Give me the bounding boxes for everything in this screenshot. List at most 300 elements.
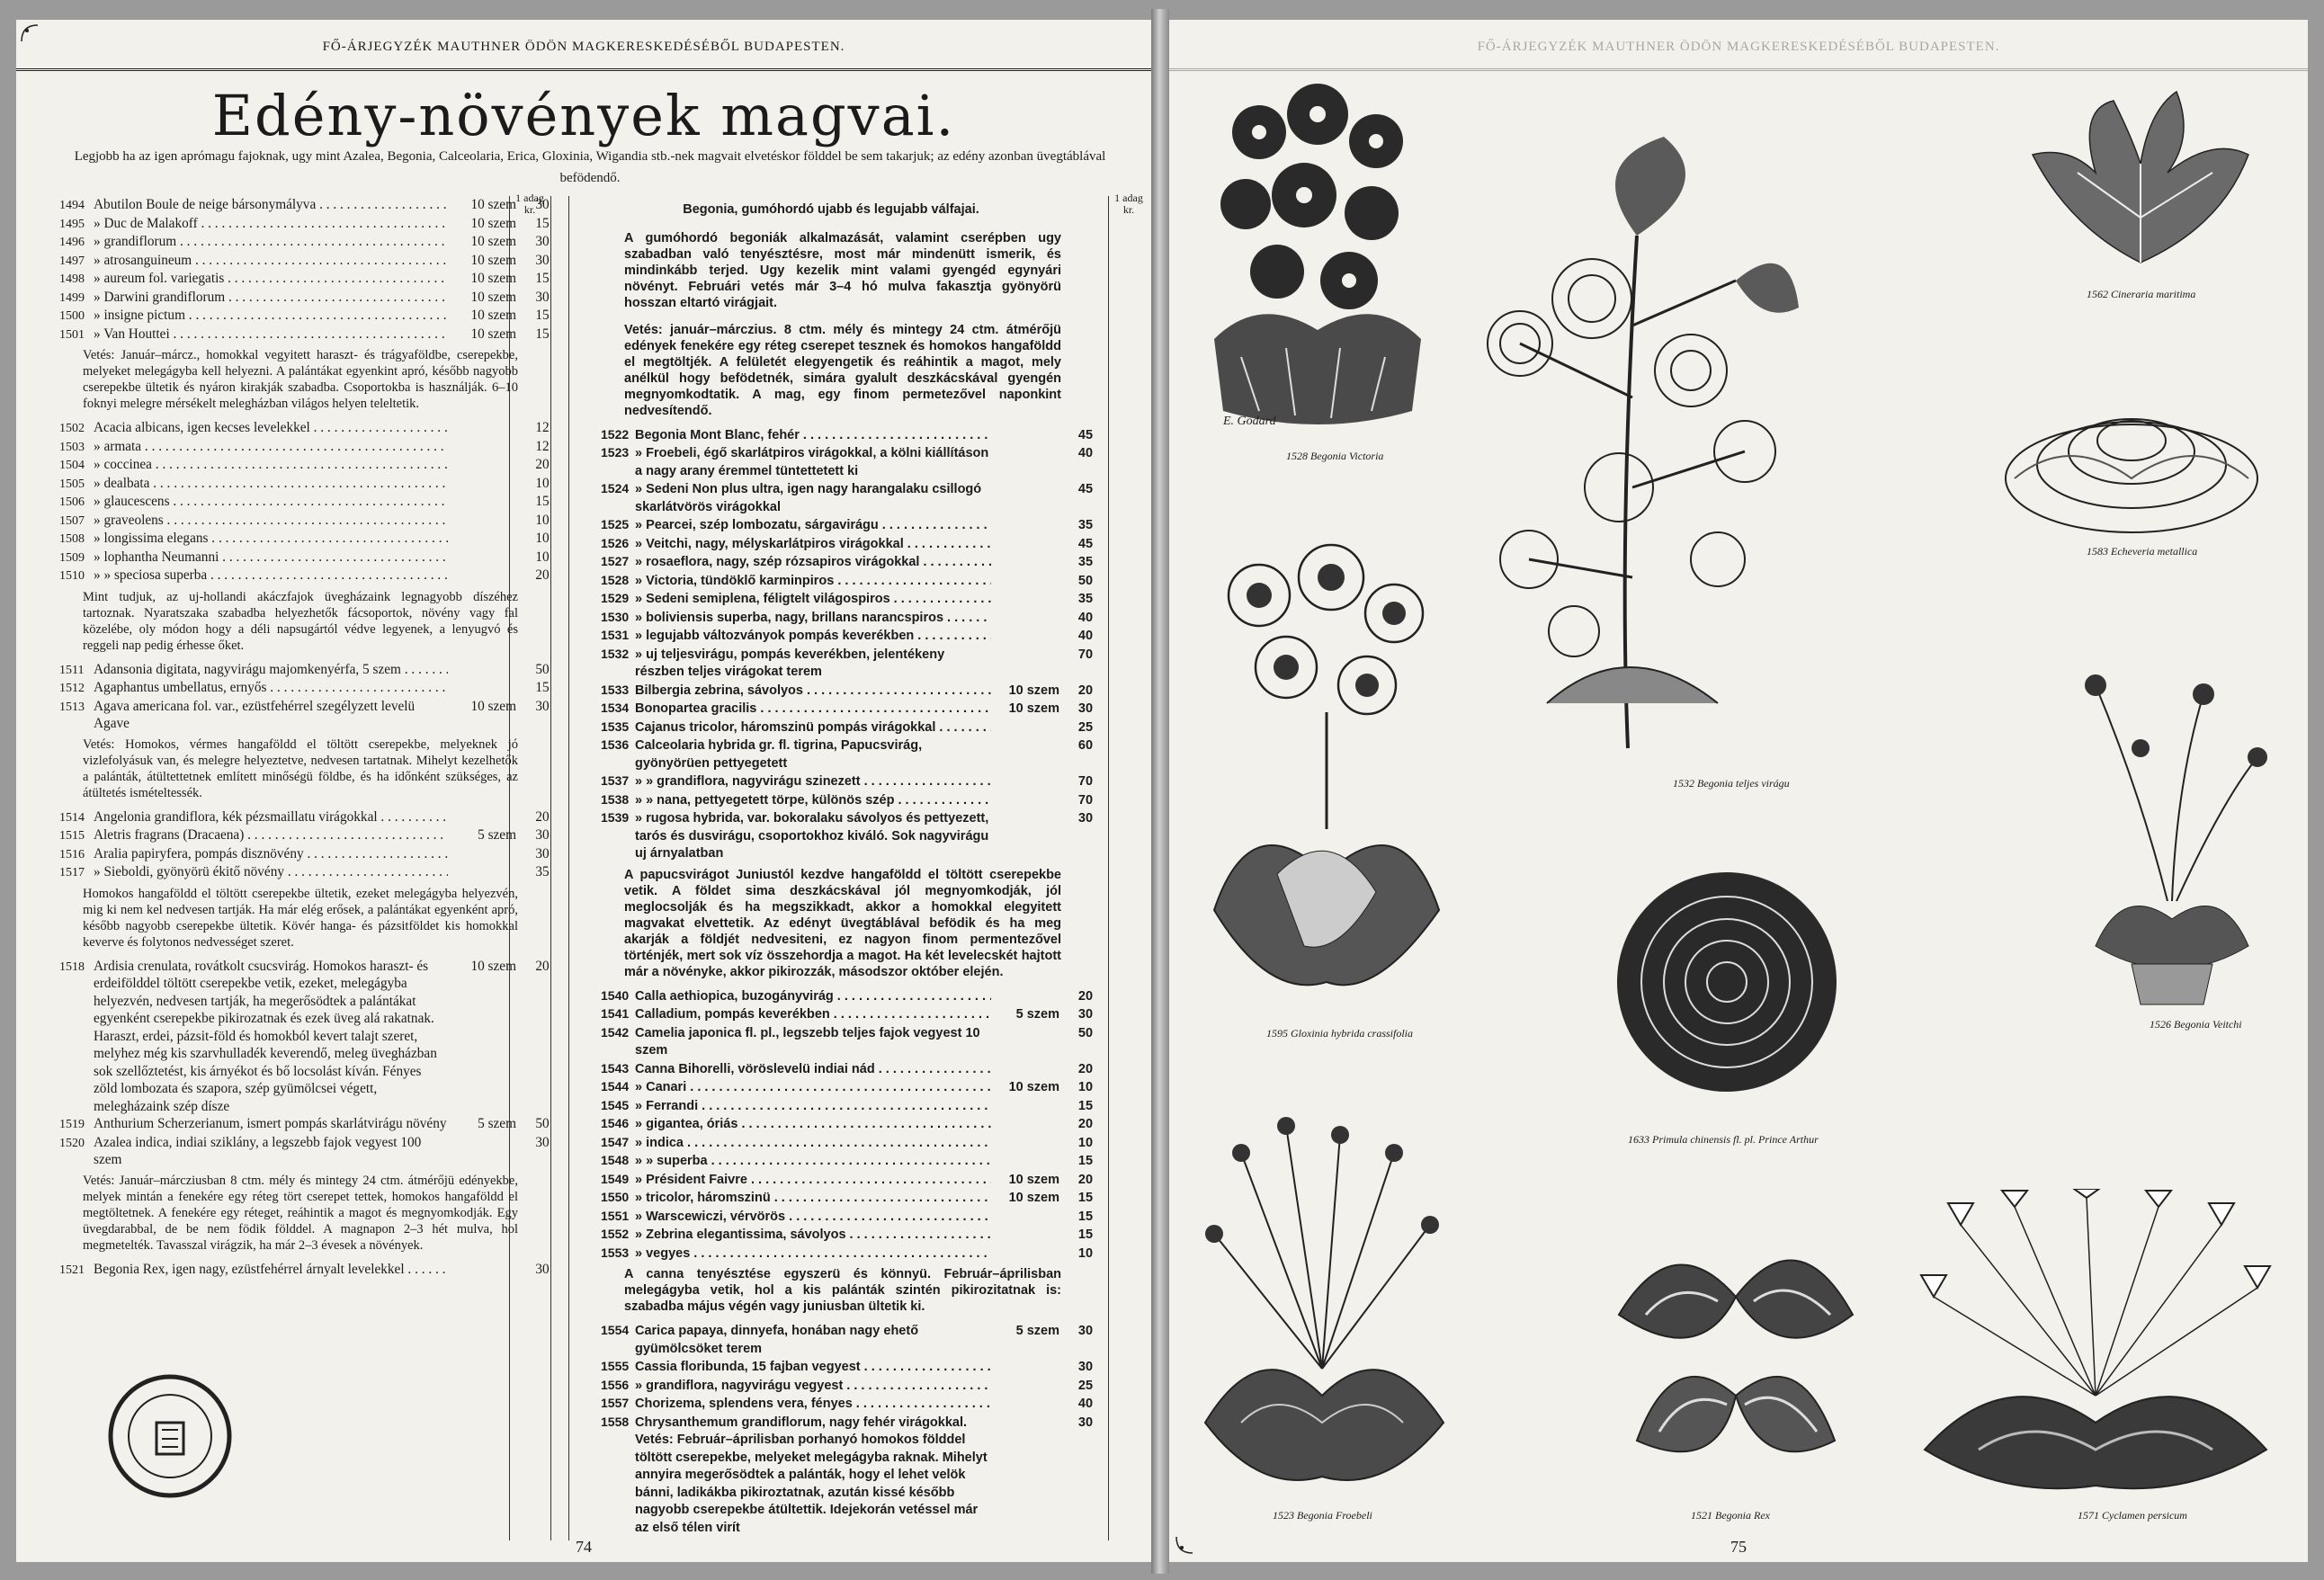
item-number: 1529 [601,591,630,605]
item-name: Calladium, pompás keverékben . . . [635,1006,991,1024]
item-quantity: 10 szem [470,958,516,974]
item-name: » » nana, pettyegetett törpe, különös szép . . . [635,792,991,810]
caption-primula: 1633 Primula chinensis fl. pl. Prince Arthur [1628,1133,1819,1146]
item-number: 1513 [59,700,85,714]
item-price: 15 [1077,1154,1094,1168]
item-number: 1554 [601,1323,630,1337]
price-list-item [601,772,1106,791]
price-list-item [601,1208,1106,1227]
item-number: 1557 [601,1396,630,1410]
item-number: 1522 [601,426,630,442]
price-list-item [59,270,563,289]
price-list-item [601,535,1106,554]
price-list-item [59,196,563,215]
item-name: » Van Houttei . . . [94,326,448,344]
caption-echeveria: 1583 Echeveria metallica [2087,545,2198,558]
item-name: » Zebrina elegantissima, sávolyos . . . [635,1227,991,1245]
item-name: Cassia floribunda, 15 fajban vegyest . . . [635,1359,991,1377]
item-number: 1509 [59,550,85,565]
item-number: 1551 [601,1208,630,1223]
item-name: Acacia albicans, igen kecses levelekkel . . . [94,419,448,437]
item-price: 40 [1077,446,1094,460]
item-name: Carica papaya, dinnyefa, honában nagy ehető gyümölcsöket terem [635,1324,919,1356]
item-price: 15 [1077,1191,1094,1205]
item-number: 1505 [59,477,85,491]
item-price: 40 [1077,610,1094,625]
item-price: 30 [1077,701,1094,716]
price-list-column-b [601,196,1106,1537]
item-name: » rosaeflora, nagy, szép rózsapiros virágokkal . . . [635,554,991,572]
price-list-column-a [59,196,563,1279]
item-number: 1502 [59,422,85,435]
item-price: 50 [1077,573,1094,588]
item-number: 1501 [59,327,85,342]
price-list-item [59,456,563,475]
price-list-item [601,700,1106,719]
item-price: 35 [1077,555,1094,569]
price-list-item [59,958,563,1116]
item-number: 1524 [601,481,630,495]
book-gutter [1151,9,1169,1574]
item-number: 1507 [59,513,85,528]
item-price: 15 [1077,1209,1094,1224]
caption-cineraria: 1562 Cineraria maritima [2087,288,2196,300]
item-name: » rugosa hybrida, var. bokoralaku sávolyos és pettyezett, tarós és dusvirágu, csoportokhoz kiváló. Sok nagyvirágu uj árnyalatban [635,811,989,861]
item-name: » Victoria, tündöklő karminpiros . . . [635,573,991,591]
item-price: 10 [535,512,550,528]
item-quantity: 5 szem [1015,1324,1059,1338]
item-number: 1499 [59,290,85,305]
price-list-item [59,307,563,326]
item-price: 10 [535,549,550,565]
item-number: 1496 [59,236,85,249]
item-number: 1530 [601,609,630,624]
price-list-item [59,252,563,271]
price-list-item [601,646,1106,682]
price-list-item [601,736,1106,772]
price-list-item [59,419,563,438]
item-price: 50 [535,661,550,677]
item-name: » atrosanguineum . . . [94,252,448,270]
item-price: 30 [1077,1007,1094,1022]
item-name: Begonia Rex, igen nagy, ezüstfehérrel árnyalt levelekkel . . . [94,1261,448,1279]
price-list-item [59,233,563,252]
price-list-item [601,444,1106,480]
cultivation-note: A gumóhordó begoniák alkalmazását, valamint cserépben ugy szabadban való tenyésztésre, most már mindenütt ismerik, és mindinkább terjed. Ugy kezelik mint valami gyengéd egynyári növényt. Februári vetés már 3–4 hó mulva fakasztja gyönyörü hosszan eltartó virágjait. [624,230,1061,310]
item-number: 1504 [59,459,85,472]
item-quantity: 10 szem [470,271,516,286]
item-name: » dealbata . . . [94,475,448,493]
price-list-item [59,1115,563,1134]
price-list-item [601,609,1106,628]
item-name: Adansonia digitata, nagyvirágu majomkenyérfa, 5 szem . . . [94,661,448,679]
column-rule [568,196,569,1540]
item-name: » Veitchi, nagy, mélyskarlátpiros virágokkal . . . [635,536,991,554]
item-name: Ardisia crenulata, rovátkolt csucsvirág. Homokos haraszt- és erdeifölddel töltött cserepekbe vetik, ezeket, melegágyba helyezvén, nedvesen tartják, ha megerősödtek a palántákat egyenként cserepekbe pikirozatnak és ezek üveg alá rakatnak. Haraszt, erdei, pázsit-föld és homokból kevert talajt szeret, melyhez még kis szarvhulladék keverendő, meleg üvegházban sok szellőztetést, kis árnyékot és bő locsolást kíván. Fényes zöld lombozata és szapora, szép gyümölcsei végett, melegházaink szép dísze [94,958,437,1114]
price-list-item [59,215,563,234]
item-quantity: 10 szem [470,698,516,714]
price-list-item [59,512,563,531]
item-name: » Président Faivre . . . [635,1172,991,1190]
page-number: 75 [1730,1538,1747,1556]
intro-text: Legjobb ha az igen aprómagu fajoknak, ugy mint Azalea, Begonia, Calceolaria, Erica, Gloxinia, Wigandia stb.-nek magvait elvetéskor földdel be sem takarjuk; az edény azonban üvegtáblával befödendő. [74,149,1106,185]
item-quantity: 5 szem [478,1116,516,1131]
item-number: 1525 [601,517,630,531]
price-list-item [59,549,563,567]
right-page [1169,20,2308,1562]
item-price: 20 [535,808,550,825]
item-name: » vegyes . . . [635,1245,991,1263]
echeveria-metallica-illustration [1997,379,2266,541]
price-list-item [601,1005,1106,1024]
begonia-veitchi-illustration [2069,649,2275,1009]
item-number: 1533 [601,682,630,697]
item-name: » uj teljesvirágu, pompás keverékben, jelentékeny részben teljes virágokat terem [635,647,945,679]
item-number: 1506 [59,495,85,509]
item-price: 25 [1077,1378,1094,1393]
caption-cyclamen: 1571 Cyclamen persicum [2078,1509,2187,1522]
cultivation-note: Vetés: Január–márcz., homokkal vegyitett haraszt- és trágyaföldbe, cserepekbe, melyeket melegágyba kell helyezni. A palántákat egyenkint apró, később nagyobb cserepekbe ültetik és nyáron kirakják szabadba. Csoportokba is használják. 6–10 foknyi melegre mérsékelt melegházban világos helyen teleltetik. [83,348,518,411]
price-list-item [601,1189,1106,1208]
item-number: 1516 [59,847,85,861]
item-name: Bonopartea gracilis . . . [635,701,991,719]
item-name: » Sedeni semiplena, féligtelt világospiros . . . [635,591,991,609]
item-quantity: 10 szem [470,308,516,323]
item-price: 50 [1077,1025,1094,1040]
item-quantity: 10 szem [470,326,516,342]
adag-column-header-right: 1 adag kr. [1114,192,1143,216]
caption-gloxinia: 1595 Gloxinia hybrida crassifolia [1266,1027,1413,1040]
item-number: 1542 [601,1024,630,1040]
item-number: 1508 [59,532,85,546]
item-price: 40 [1077,1397,1094,1411]
item-price: 10 [1077,1135,1094,1150]
item-price: 70 [1077,792,1094,808]
price-list-item [601,572,1106,591]
item-number: 1534 [601,701,630,715]
cultivation-note: Homokos hangaföldd el töltött cserepekbe ültetik, ezeket melegágyba helyezvén, mig ki nem kel nedvesen tartják. Ha már elég erősek, a palántákat egyenként apró, később nagyobb cserepekbe ültetik. Kövér hanga- és pázsitföldet kis homokkal keverve és folytonos nedvességet szeret. [83,886,518,950]
price-list-item [59,493,563,512]
item-number: 1519 [59,1118,85,1131]
item-price: 45 [1077,482,1094,496]
item-number: 1552 [601,1227,630,1241]
item-name: Agava americana fol. var., ezüstfehérrel szegélyzett levelü Agave [94,698,416,731]
item-price: 12 [535,420,550,435]
item-name: Anthurium Scherzerianum, ismert pompás skarlátvirágu növény . . . [94,1115,448,1133]
item-price: 15 [535,215,550,231]
price-list-item [59,326,563,344]
item-price: 30 [1077,811,1094,826]
item-price: 10 [1077,1080,1094,1094]
item-price: 40 [1077,629,1094,643]
item-name: » » grandiflora, nagyvirágu szinezett . . . [635,773,991,791]
price-list-item [59,289,563,308]
item-price: 20 [1077,1117,1094,1131]
item-number: 1523 [601,445,630,460]
item-price: 15 [535,680,550,695]
price-list-item [601,1060,1106,1079]
item-name: » graveolens . . . [94,512,448,530]
item-price: 30 [535,827,550,843]
price-list-item [601,719,1106,737]
item-name: » Duc de Malakoff . . . [94,215,448,233]
item-price: 20 [535,567,550,583]
item-name: Abutilon Boule de neige bársonymályva . . . [94,196,448,214]
item-name: » aureum fol. variegatis . . . [94,270,448,288]
item-price: 15 [1077,1098,1094,1113]
item-price: 30 [1077,1324,1094,1338]
price-list-item [601,1097,1106,1116]
caption-begonia-victoria: 1528 Begonia Victoria [1286,450,1384,462]
item-price: 30 [535,698,550,714]
item-name: Azalea indica, indiai sziklány, a legszebb fajok vegyest 100 szem [94,1134,422,1167]
item-name: Angelonia grandiflora, kék pézsmaillatu virágokkal . . . [94,808,448,826]
item-price: 15 [535,494,550,509]
price-list-item [59,845,563,864]
item-price: 15 [535,271,550,286]
item-price: 30 [535,845,550,861]
item-name: » tricolor, háromszinü . . . [635,1190,991,1208]
cultivation-note: Vetés: Január–márcziusban 8 ctm. mély és mintegy 24 ctm. átmérőjü edényekbe, melyek mintán a fenekére egy réteg tört cserepet tettek, homokos hangaföldd el megtöltetnek. A fenekére egy réteget, reáhintik a magot és megnyomkodják. Egy üvegdarabbal, de be nem födik földdel. A magnapon 2–3 hét mulva, hol megmetelték. Tavasszal virágzik, ha már 2–3 évesek a növények. [83,1173,518,1253]
price-list-item [601,1322,1106,1358]
item-number: 1547 [601,1134,630,1149]
price-list-item [601,682,1106,701]
price-list-item [601,1115,1106,1134]
cineraria-maritima-illustration [2015,74,2266,281]
price-list-item [601,1078,1106,1097]
price-list-item [59,475,563,494]
caption-begonia-rex: 1521 Begonia Rex [1691,1509,1770,1522]
item-number: 1517 [59,866,85,879]
item-name: » coccinea . . . [94,456,448,474]
gloxinia-illustration [1196,532,1457,1018]
item-price: 20 [535,457,550,472]
item-quantity: 10 szem [1008,701,1059,716]
price-list-item [601,791,1106,810]
library-stamp [103,1369,237,1504]
price-list-item [601,1358,1106,1377]
caption-begonia-froebeli: 1523 Begonia Froebeli [1273,1509,1372,1522]
item-number: 1497 [59,254,85,268]
running-head: FŐ-ÁRJEGYZÉK MAUTHNER ÖDÖN MAGKERESKEDÉSÉBŐL BUDAPESTEN. [1169,25,2308,71]
item-number: 1540 [601,987,630,1003]
item-price: 25 [1077,719,1094,735]
item-number: 1503 [59,440,85,454]
item-quantity: 5 szem [1015,1007,1059,1022]
section-heading: Begonia, gumóhordó ujabb és legujabb válfajai. [683,202,979,217]
price-list-item [601,1377,1106,1396]
item-number: 1532 [601,646,630,661]
item-number: 1550 [601,1190,630,1204]
item-price: 12 [535,438,550,454]
item-name: » grandiflorum . . . [94,233,448,251]
price-list-item [601,480,1106,516]
item-price: 30 [535,234,550,249]
item-name: » armata . . . [94,438,448,456]
price-list-item [601,1395,1106,1414]
item-name: Calla aethiopica, buzogányvirág . . . [635,988,991,1006]
item-number: 1514 [59,810,85,825]
item-price: 20 [535,958,550,974]
price-list-item [601,1226,1106,1245]
adag-column-header: 1 adag kr. [515,192,544,216]
item-number: 1555 [601,1359,630,1373]
price-list-item [601,1245,1106,1263]
item-price: 30 [535,197,550,212]
item-name: » » superba . . . [635,1153,991,1171]
item-price: 60 [1077,738,1094,753]
item-price: 20 [1077,1172,1094,1187]
primula-illustration [1610,865,1844,1099]
item-number: 1543 [601,1060,630,1076]
item-price: 35 [535,864,550,879]
item-name: Aletris fragrans (Dracaena) . . . [94,826,448,844]
item-number: 1539 [601,810,630,825]
item-quantity: 10 szem [470,252,516,268]
item-price: 35 [1077,518,1094,532]
item-number: 1558 [601,1414,630,1429]
item-name: Cajanus tricolor, háromszinü pompás virágokkal . . . [635,719,991,737]
price-list-item [59,863,563,882]
item-number: 1553 [601,1245,630,1260]
price-list-item [59,1134,563,1169]
price-list-item [601,1024,1106,1060]
item-price: 30 [535,1261,550,1277]
price-list-item [601,987,1106,1006]
item-name: Chorizema, splendens vera, fényes . . . [635,1396,991,1414]
price-list-item [59,698,563,733]
price-list-item [601,1134,1106,1153]
item-number: 1515 [59,829,85,843]
item-price: 45 [1077,427,1094,442]
item-price: 20 [1077,988,1094,1004]
item-quantity: 10 szem [1008,1080,1059,1094]
left-page [16,20,1151,1562]
page-title: Edény-növények magvai. [211,83,956,148]
item-number: 1537 [601,773,630,788]
item-name: Chrysanthemum grandiflorum, nagy fehér virágokkal. Vetés: Február–áprilisban porhanyó homokos földdel töltött cserepekbe, melyeket melegágyba raknak. Mihelyt annyira megerősödtek a palánták, hogy el lehet velök bánni, ladikákba pikiroztatnak, azután kissé később nagyobb cserepekbe átültettik. Idejekorán vetéssel már az első télen virít [635,1415,988,1535]
item-price: 30 [535,289,550,305]
item-price: 15 [1077,1227,1094,1242]
item-number: 1521 [59,1263,85,1277]
begonia-rex-illustration [1601,1189,1862,1504]
price-list-item [601,553,1106,572]
item-number: 1544 [601,1079,630,1094]
item-number: 1511 [59,663,85,677]
item-price: 70 [1077,774,1094,789]
caption-begonia-teljes: 1532 Begonia teljes virágu [1673,777,1790,790]
item-number: 1535 [601,719,630,734]
item-number: 1512 [59,682,85,695]
item-number: 1526 [601,535,630,550]
artist-signature: E. Godard [1223,415,1276,428]
item-quantity: 10 szem [1008,1191,1059,1205]
item-name: » gigantea, óriás . . . [635,1116,991,1134]
price-list-item [59,679,563,698]
item-number: 1520 [59,1136,85,1150]
item-name: » Ferrandi . . . [635,1098,991,1116]
cultivation-note: A canna tenyésztése egyszerü és könnyü. Február–áprilisban melegágyba vetik, hol a kis palánták szintén pikirozitatnak is: szabadba május végén vagy juniusban ültetik ki. [624,1267,1061,1314]
item-price: 45 [1077,536,1094,551]
item-name: Agaphantus umbellatus, ernyős . . . [94,679,448,697]
price-list-item [601,1414,1106,1538]
price-list-item [601,516,1106,535]
item-price: 15 [535,308,550,323]
item-name: » Sedeni Non plus ultra, igen nagy harangalaku csillogó skarlátvörös virágokkal [635,482,982,514]
item-price: 10 [535,531,550,546]
item-name: » insigne pictum . . . [94,307,448,325]
item-quantity: 10 szem [470,289,516,305]
item-number: 1498 [59,272,85,286]
item-quantity: 10 szem [1008,1172,1059,1187]
price-list-item [59,808,563,827]
item-quantity: 10 szem [1008,683,1059,698]
cultivation-note: Vetés: Homokos, vérmes hangaföldd el töltött cserepekbe, melyeknek jó vizlefolyásuk van, és melegre helyeztetve, nedvesen tartatnak. Mihelyt kezelhetők a palánták, átültettetnek említett minőségü földbe, és ha időnként szükséges, az átültetés ismételtessék. [83,736,518,800]
begonia-teljes-illustration [1448,128,1808,757]
item-name: » Warscewiczi, vérvörös . . . [635,1209,991,1227]
item-price: 30 [535,252,550,268]
cultivation-note: Vetés: január–márczius. 8 ctm. mély és mintegy 24 ctm. átmérőjü edények fenekére egy réteg cserepet tesznek és homokos hangaföldd el megtöltjék. A felületét elegyengetik és reáhintik a magot, mely anélkül hogy befödetnék, simára gyalult deszkácskával gyengén megnyomkodtatik. A mag, egy finom permetezővel naponkint nedvesítendő. [624,322,1061,418]
item-name: Canna Bihorelli, vöröslevelü indiai nád . . . [635,1061,991,1079]
item-quantity: 10 szem [470,197,516,212]
price-list-item [601,809,1106,863]
cyclamen-illustration [1907,1189,2284,1504]
item-name: » lophantha Neumanni . . . [94,549,448,567]
item-quantity: 5 szem [478,827,516,843]
price-list-item [59,530,563,549]
item-price: 70 [1077,647,1094,662]
item-number: 1556 [601,1377,630,1392]
item-name: Begonia Mont Blanc, fehér . . . [635,427,991,445]
column-rule [1108,196,1109,1540]
item-number: 1541 [601,1006,630,1021]
item-price: 10 [1077,1245,1094,1261]
item-name: » Pearcei, szép lombozatu, sárgavirágu . . . [635,517,991,535]
item-number: 1500 [59,309,85,323]
item-name: Bilbergia zebrina, sávolyos . . . [635,683,991,701]
price-list-item [601,1171,1106,1190]
price-list-item [601,1152,1106,1171]
item-price: 35 [1077,592,1094,606]
running-head: FŐ-ÁRJEGYZÉK MAUTHNER ÖDÖN MAGKERESKEDÉSÉBŐL BUDAPESTEN. [16,25,1151,71]
item-price: 50 [535,1116,550,1131]
item-number: 1510 [59,569,85,583]
item-name: » Sieboldi, gyönyörü ékitő növény . . . [94,863,448,881]
price-list-item [601,590,1106,609]
begonia-froebeli-illustration [1187,1099,1457,1504]
item-price: 10 [535,475,550,491]
item-name: » Froebeli, égő skarlátpiros virágokkal, a kölni kiállításon a nagy arany éremmel tüntettetett ki [635,446,989,478]
item-number: 1545 [601,1097,630,1112]
cultivation-note: A papucsvirágot Juniustól kezdve hangaföldd el töltött cserepekbe vetik. A földet sima deszkácskával jól megnyomkodják, jól meglocsolják és ha megszikkadt, akkor a homokkal elegyitett magvakat elvettetik. Az edényt üvegtáblával befödik és ha meg akarják a földjét nedvesiteni, ez nagyon finom permentezővel történjék, mert sok víz összehordja a magot. Ha két levelecskét hajtott már a növényke, akkor pikirozzák, másodszor október elején. [624,867,1061,979]
item-price: 15 [535,326,550,342]
item-number: 1518 [59,960,85,974]
price-list-item [59,438,563,457]
item-name: » Darwini grandiflorum . . . [94,289,448,307]
item-name: Calceolaria hybrida gr. fl. tigrina, Papucsvirág, gyönyörüen pettyegetett [635,738,923,771]
item-price: 20 [1077,683,1094,698]
item-name: » » speciosa superba . . . [94,567,448,585]
item-number: 1494 [59,199,85,212]
cultivation-note: Mint tudjuk, az uj-hollandi akáczfajok üvegházaink legnagyobb díszéhez tartoznak. Nyaratszaka szabadba helyezhetők fácsoportok, növény vagy fal közelébe, oly módon hogy a déli napsugártól védve legyenek, a lenyugvó és reggeli nap pedig érhesse őket. [83,589,518,653]
item-number: 1536 [601,737,630,752]
caption-begonia-veitchi: 1526 Begonia Veitchi [2150,1018,2242,1031]
item-name: » glaucescens . . . [94,493,448,511]
item-number: 1548 [601,1153,630,1167]
item-number: 1527 [601,554,630,568]
item-number: 1546 [601,1116,630,1130]
price-list-item [601,627,1106,646]
